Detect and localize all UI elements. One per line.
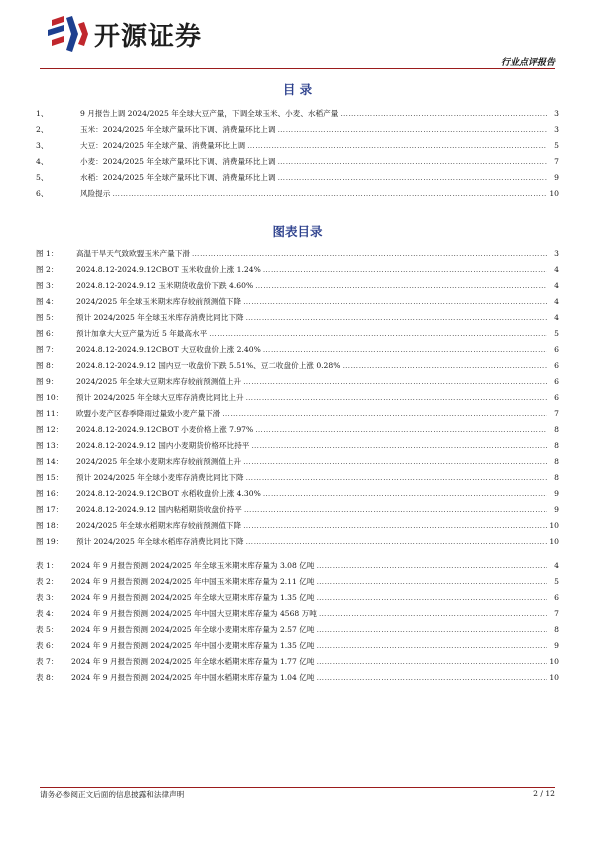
dot-leader [209,326,547,342]
fig-entry-page: 6 [554,345,559,354]
dot-leader [222,406,547,422]
sec-entry-title: 9 月报告上调 2024/2025 年全球大豆产量，下调全球玉米、小麦、水稻产量 [80,109,339,118]
report-type: 行业点评报告 [500,58,555,68]
sec-entry[interactable] [36,154,559,170]
fig-entry[interactable] [36,470,559,486]
dot-leader [246,390,547,406]
dot-leader [255,422,547,438]
fig-entry-page: 6 [554,393,559,402]
fig-entry[interactable] [36,438,559,454]
sec-entry-number: 3、 [36,141,49,150]
dot-leader [316,558,547,574]
dot-leader [340,106,547,122]
tab-entry[interactable] [36,606,559,622]
header-divider [40,68,555,69]
fig-entry-title: 2024.8.12-2024.9.12 国内小麦期货价格环比持平 [76,441,250,450]
sec-entry-page: 9 [554,173,559,182]
fig-entry-page: 10 [549,537,559,546]
fig-entry-title: 高温干旱天气致欧盟玉米产量下滑 [76,249,190,258]
dot-leader [244,502,547,518]
dot-leader [263,486,547,502]
fig-entry-number: 图 16： [36,489,64,498]
fig-entry-page: 6 [554,361,559,370]
fig-entry[interactable] [36,310,559,326]
sec-entry-page: 3 [554,125,559,134]
page-number: 2 / 12 [533,789,555,798]
fig-entry-number: 图 8： [36,361,59,370]
sec-entry-page: 10 [549,189,559,198]
dot-leader [319,606,547,622]
tab-entry[interactable] [36,590,559,606]
dot-leader [246,310,547,326]
dot-leader [316,670,547,686]
figures-list [36,246,559,550]
fig-entry[interactable] [36,406,559,422]
dot-leader [316,574,547,590]
fig-entry-number: 图 13： [36,441,64,450]
tab-entry-page: 6 [554,593,559,602]
company-name: 开源证券 [94,21,203,52]
fig-entry[interactable] [36,374,559,390]
fig-entry[interactable] [36,486,559,502]
fig-entry-title: 预计 2024/2025 年全球大豆库存消费比同比上升 [76,393,244,402]
fig-entry[interactable] [36,246,559,262]
fig-entry[interactable] [36,502,559,518]
tab-entry-title: 2024 年 9 月报告预测 2024/2025 年中国小麦期末库存量为 1.35 亿吨 [71,641,315,650]
fig-entry-title: 2024/2025 年全球水稻期末库存较前预测值下降 [76,521,242,530]
fig-entry[interactable] [36,422,559,438]
dot-leader [316,622,547,638]
fig-entry-title: 2024.8.12-2024.9.12CBOT 大豆收盘价上涨 2.40% [76,345,261,354]
tab-entry-title: 2024 年 9 月报告预测 2024/2025 年全球玉米期末库存量为 3.08 亿吨 [71,561,315,570]
fig-entry[interactable] [36,358,559,374]
fig-entry-number: 图 17： [36,505,64,514]
tab-entry-title: 2024 年 9 月报告预测 2024/2025 年中国水稻期末库存量为 1.04 亿吨 [71,673,315,682]
fig-entry[interactable] [36,390,559,406]
fig-entry[interactable] [36,262,559,278]
sec-entry-number: 2、 [36,125,49,134]
dot-leader [342,358,547,374]
tab-entry-page: 7 [554,609,559,618]
sec-entry-title: 风险提示 [80,189,111,198]
fig-entry-title: 预计 2024/2025 年全球水稻库存消费比同比下降 [76,537,244,546]
contents-list [36,106,559,202]
tab-entry-number: 表 1： [36,561,59,570]
sec-entry[interactable] [36,122,559,138]
fig-entry-page: 8 [554,457,559,466]
fig-entry[interactable] [36,534,559,550]
dot-leader [246,534,547,550]
tab-entry-number: 表 6： [36,641,59,650]
kaiyuan-logo-icon [42,14,90,54]
fig-entry-page: 7 [554,409,559,418]
fig-entry-title: 2024.8.12-2024.9.12 玉米期货收盘价下跌 4.60% [76,281,254,290]
sec-entry[interactable] [36,106,559,122]
fig-entry-page: 3 [554,249,559,258]
fig-entry-title: 2024.8.12-2024.9.12CBOT 小麦价格上涨 7.97% [76,425,254,434]
contents-title: 目 录 [282,82,313,97]
sec-entry-title: 小麦：2024/2025 年全球产量环比下调、消费量环比上调 [80,157,276,166]
tab-entry-title: 2024 年 9 月报告预测 2024/2025 年中国大豆期末库存量为 4568 万吨 [71,609,317,618]
tab-entry-title: 2024 年 9 月报告预测 2024/2025 年全球小麦期末库存量为 2.57 亿吨 [71,625,315,634]
dot-leader [278,154,548,170]
tab-entry-page: 8 [554,625,559,634]
sec-entry-number: 5、 [36,173,49,182]
sec-entry-page: 5 [554,141,559,150]
tab-entry-title: 2024 年 9 月报告预测 2024/2025 年全球水稻期末库存量为 1.77 亿吨 [71,657,315,666]
sec-entry-number: 4、 [36,157,49,166]
sec-entry[interactable] [36,138,559,154]
fig-entry-number: 图 18： [36,521,64,530]
fig-entry-number: 图 1： [36,249,59,258]
sec-entry-page: 7 [554,157,559,166]
tab-entry[interactable] [36,670,559,686]
dot-leader [112,186,547,202]
tab-entry-title: 2024 年 9 月报告预测 2024/2025 年中国玉米期末库存量为 2.11 亿吨 [71,577,315,586]
fig-entry-title: 2024.8.12-2024.9.12CBOT 水稻收盘价上涨 4.30% [76,489,261,498]
dot-leader [263,262,547,278]
tab-entry[interactable] [36,574,559,590]
fig-entry-page: 6 [554,377,559,386]
tab-entry-number: 表 7： [36,657,59,666]
sec-entry-number: 1、 [36,109,49,118]
fig-entry-title: 2024.8.12-2024.9.12 国内豆一收盘价下跌 5.51%、豆二收盘价上涨 0.28% [76,361,341,370]
dot-leader [255,278,547,294]
fig-entry-page: 8 [554,441,559,450]
fig-entry-number: 图 12： [36,425,64,434]
tab-entry[interactable] [36,654,559,670]
sec-entry[interactable] [36,170,559,186]
fig-entry-page: 9 [554,505,559,514]
dot-leader [246,470,547,486]
dot-leader [243,454,547,470]
tab-entry-title: 2024 年 9 月报告预测 2024/2025 年全球大豆期末库存量为 1.35 亿吨 [71,593,315,602]
fig-entry-title: 2024.8.12-2024.9.12CBOT 玉米收盘价上涨 1.24% [76,265,261,274]
dot-leader [278,170,548,186]
fig-entry-page: 8 [554,425,559,434]
tab-entry-number: 表 3： [36,593,59,602]
dot-leader [243,294,547,310]
footer-divider [40,787,555,788]
fig-entry-page: 4 [554,297,559,306]
fig-entry-number: 图 11： [36,409,64,418]
dot-leader [278,122,548,138]
tab-entry[interactable] [36,558,559,574]
fig-entry-title: 预计 2024/2025 年全球小麦库存消费比同比下降 [76,473,244,482]
fig-entry-title: 2024/2025 年全球大豆期末库存较前预测值上升 [76,377,242,386]
fig-entry[interactable] [36,342,559,358]
tables-list [36,558,559,686]
tab-entry-number: 表 4： [36,609,59,618]
company-logo [42,14,202,54]
dot-leader [251,438,547,454]
tab-entry[interactable] [36,622,559,638]
dot-leader [243,374,547,390]
tab-entry-number: 表 2： [36,577,59,586]
fig-entry[interactable] [36,294,559,310]
fig-entry[interactable] [36,518,559,534]
fig-entry-page: 4 [554,281,559,290]
fig-entry-number: 图 15： [36,473,64,482]
fig-entry-page: 5 [554,329,559,338]
fig-entry-number: 图 7： [36,345,59,354]
fig-entry-page: 9 [554,489,559,498]
fig-entry[interactable] [36,454,559,470]
dot-leader [243,518,547,534]
disclaimer-text: 请务必参阅正文后面的信息披露和法律声明 [40,790,185,799]
sec-entry-title: 大豆：2024/2025 年全球产量、消费量环比上调 [80,141,246,150]
sec-entry-title: 水稻：2024/2025 年全球产量环比下调、消费量环比上调 [80,173,276,182]
fig-entry[interactable] [36,326,559,342]
sec-entry-title: 玉米：2024/2025 年全球产量环比下调、消费量环比上调 [80,125,276,134]
fig-entry-page: 4 [554,313,559,322]
fig-entry-title: 欧盟小麦产区春季降雨过量致小麦产量下滑 [76,409,221,418]
tab-entry-page: 10 [549,673,559,682]
dot-leader [263,342,547,358]
fig-entry-title: 预计 2024/2025 年全球玉米库存消费比同比下降 [76,313,244,322]
fig-entry-number: 图 10： [36,393,64,402]
dot-leader [247,138,547,154]
fig-entry-number: 图 14： [36,457,64,466]
fig-entry-title: 2024.8.12-2024.9.12 国内粘稻期货收盘价持平 [76,505,242,514]
tab-entry-number: 表 8： [36,673,59,682]
fig-entry-page: 10 [549,521,559,530]
fig-entry-page: 8 [554,473,559,482]
fig-entry-title: 预计加拿大大豆产量为近 5 年最高水平 [76,329,208,338]
sec-entry-page: 3 [554,109,559,118]
fig-entry-number: 图 3： [36,281,59,290]
fig-entry-page: 4 [554,265,559,274]
fig-entry[interactable] [36,278,559,294]
fig-entry-number: 图 19： [36,537,64,546]
dot-leader [316,638,547,654]
figures-title: 图表目录 [272,224,323,239]
fig-entry-title: 2024/2025 年全球玉米期末库存较前预测值下降 [76,297,242,306]
dot-leader [192,246,547,262]
fig-entry-number: 图 2： [36,265,59,274]
tab-entry-page: 4 [554,561,559,570]
fig-entry-number: 图 9： [36,377,59,386]
tab-entry-page: 10 [549,657,559,666]
sec-entry-number: 6、 [36,189,49,198]
tab-entry-page: 9 [554,641,559,650]
tab-entry[interactable] [36,638,559,654]
tab-entry-number: 表 5： [36,625,59,634]
dot-leader [316,590,547,606]
dot-leader [316,654,547,670]
fig-entry-number: 图 4： [36,297,59,306]
tab-entry-page: 5 [554,577,559,586]
fig-entry-number: 图 5： [36,313,59,322]
fig-entry-number: 图 6： [36,329,59,338]
sec-entry[interactable] [36,186,559,202]
fig-entry-title: 2024/2025 年全球小麦期末库存较前预测值上升 [76,457,242,466]
